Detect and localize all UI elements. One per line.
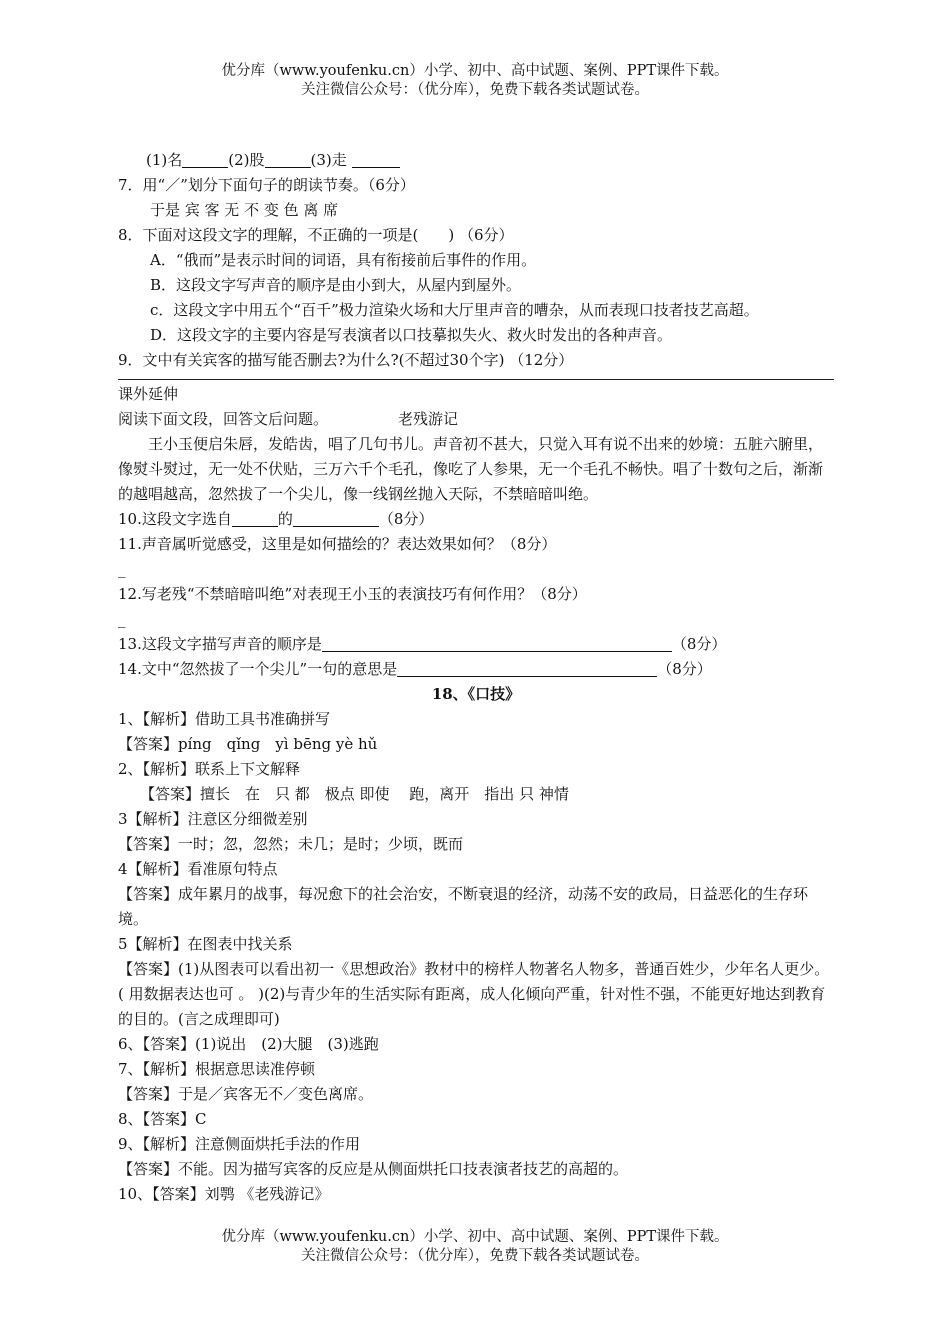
answer-line-14: 8、【答案】C bbox=[118, 1110, 207, 1128]
answers-title: 18、《口技》 bbox=[431, 685, 521, 703]
q10-blank-2 bbox=[293, 510, 379, 527]
document-body bbox=[118, 148, 834, 1207]
answer-line-3: 2、【解析】联系上下文解释 bbox=[118, 760, 301, 778]
q11-answer-blank: _ bbox=[118, 560, 126, 578]
q10-text-b: 的 bbox=[277, 510, 293, 528]
q6-part-3: (3)走 bbox=[310, 151, 347, 169]
header-line-1: 优分库（www.youfenku.cn）小学、初中、高中试题、案例、PPT课件下载。 bbox=[221, 63, 729, 79]
answer-line-rule bbox=[118, 379, 834, 380]
answer-line-17: 10、【答案】刘鹗 《老残游记》 bbox=[118, 1185, 330, 1203]
q8-option-c: c．这段文字中用五个“百千”极力渲染火场和大厅里声音的嘈杂，从而表现口技者技艺高超。 bbox=[150, 301, 759, 319]
footer-line-1: 优分库（www.youfenku.cn）小学、初中、高中试题、案例、PPT课件下载。 bbox=[221, 1229, 729, 1245]
answer-line-1: 1、【解析】借助工具书准确拼写 bbox=[118, 710, 331, 728]
q13-line bbox=[118, 632, 834, 657]
header-line-2: 关注微信公众号：（优分库），免费下载各类试题试卷。 bbox=[301, 82, 649, 98]
q13-blank bbox=[322, 635, 672, 652]
q10-line bbox=[118, 507, 834, 532]
answer-line-16: 【答案】不能。因为描写宾客的反应是从侧面烘托口技表演者技艺的高超的。 bbox=[118, 1160, 629, 1178]
q10-text-c: （8分） bbox=[378, 510, 434, 528]
answer-line-10: 【答案】(1)从图表可以看出初一《思想政治》教材中的榜样人物著名人物多，普通百姓少，少年名人更少。( 用数据表达也可 。 )(2)与青少年的生活实际有距离，成人化倾向严重，针对性不强，不能更好地达到教育的目的。(言之成理即可) bbox=[118, 960, 830, 1028]
answer-line-13: 【答案】于是／宾客无不／变色离席。 bbox=[118, 1085, 374, 1103]
q7-sentence: 于是 宾 客 无 不 变 色 离 席 bbox=[150, 201, 339, 219]
footer-line-2: 关注微信公众号：（优分库），免费下载各类试题试卷。 bbox=[301, 1248, 649, 1264]
extension-intro-line bbox=[118, 407, 834, 432]
answer-line-2: 【答案】píng qǐng yì bēng yè hǔ bbox=[118, 735, 378, 753]
q10-text-a: 10.这段文字选自 bbox=[118, 510, 232, 528]
q14-text-a: 14.文中“忽然拔了一个尖儿”一句的意思是 bbox=[118, 660, 398, 678]
q14-text-b: （8分） bbox=[657, 660, 712, 678]
answer-line-5: 3【解析】注意区分细微差别 bbox=[118, 810, 308, 828]
q6-part-2: (2)股 bbox=[228, 151, 265, 169]
q9-text: 9．文中有关宾客的描写能否删去?为什么?(不超过30个字) （12分） bbox=[118, 351, 574, 369]
q6-blank-3 bbox=[352, 151, 400, 168]
q13-text-a: 13.这段文字描写声音的顺序是 bbox=[118, 635, 322, 653]
answer-line-6: 【答案】一时；忽，忽然；未几；是时；少顷，既而 bbox=[118, 835, 464, 853]
q6-part-1: (1)名 bbox=[146, 151, 183, 169]
q12-text: 12.写老残“不禁暗暗叫绝”对表现王小玉的表演技巧有何作用？（8分） bbox=[118, 585, 587, 603]
q6-blank-1 bbox=[182, 151, 228, 168]
q8-option-d: D．这段文字的主要内容是写表演者以口技摹拟失火、救火时发出的各种声音。 bbox=[150, 326, 673, 344]
q11-text: 11.声音属听觉感受，这里是如何描绘的？表达效果如何？（8分） bbox=[118, 535, 557, 553]
answer-line-8: 【答案】成年累月的战事，每况愈下的社会治安，不断衰退的经济，动荡不安的政局，日益恶化的生存环境。 bbox=[118, 885, 809, 928]
answer-line-4: 【答案】擅长 在 只 都 极点 即使 跑，离开 指出 只 神情 bbox=[140, 785, 569, 803]
q8-option-b: B．这段文字写声音的顺序是由小到大，从屋内到屋外。 bbox=[150, 276, 522, 294]
q13-text-b: （8分） bbox=[671, 635, 727, 653]
q8-text: 8．下面对这段文字的理解，不正确的一项是( ) （6分） bbox=[118, 226, 514, 244]
q6-blank-2 bbox=[265, 151, 311, 168]
extension-title: 课外延伸 bbox=[118, 385, 179, 403]
answer-line-9: 5【解析】在图表中找关系 bbox=[118, 935, 293, 953]
q14-line bbox=[118, 657, 834, 682]
answer-line-15: 9、【解析】注意侧面烘托手法的作用 bbox=[118, 1135, 361, 1153]
page-footer bbox=[0, 1228, 950, 1266]
q7-text: 7．用“／”划分下面句子的朗读节奏。（6分） bbox=[118, 176, 415, 194]
q12-answer-blank: _ bbox=[118, 610, 126, 628]
extension-passage: 王小玉便启朱唇，发皓齿，唱了几句书儿。声音初不甚大，只觉入耳有说不出来的妙境：五脏六腑里，像熨斗熨过，无一处不伏贴，三万六千个毛孔，像吃了人参果，无一个毛孔不畅快。唱了十数句之后，渐渐的越唱越高，忽然拔了一个尖儿，像一线钢丝抛入天际，不禁暗暗叫绝。 bbox=[118, 435, 824, 503]
answer-line-12: 7、【解析】根据意思读准停顿 bbox=[118, 1060, 316, 1078]
q8-option-a: A．“俄而”是表示时间的词语，具有衔接前后事件的作用。 bbox=[150, 251, 537, 269]
extension-source-title: 老残游记 bbox=[398, 410, 459, 428]
answer-line-11: 6、【答案】(1)说出 (2)大腿 (3)逃跑 bbox=[118, 1035, 379, 1053]
q6-fill-line bbox=[118, 148, 834, 173]
page-header bbox=[0, 62, 950, 100]
q10-blank-1 bbox=[232, 510, 278, 527]
q14-blank bbox=[397, 660, 657, 677]
answer-line-7: 4【解析】看准原句特点 bbox=[118, 860, 278, 878]
extension-intro: 阅读下面文段，回答文后问题。 bbox=[118, 410, 329, 428]
